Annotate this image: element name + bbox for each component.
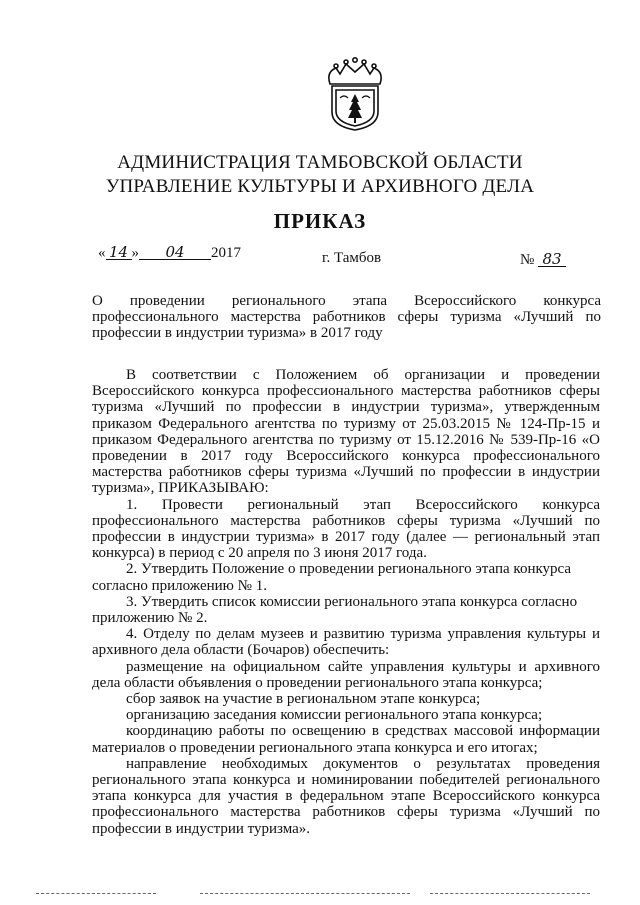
city-label: г. Тамбов [322,250,382,266]
order-body: В соответствии с Положением об организации и проведении Всероссийского конкурса профессионального мастерства работников сферы туризма «Лучший по профессии в индустрии туризма», утвержденным приказом Федерального агентства по туризму от 25.03.2015 № 124-Пр-15 и приказом Федерального агентства по туризму от 15.12.2016 № 539-Пр-16 «О проведении в 2017 году Всероссийского конкурса профессионального мастерства работников сферы туризма «Лучший по профессии в индустрии туризма», ПРИКАЗЫВАЮ: 1. Провести региональный этап Всероссийского конкурса профессионального мастерства работников сферы туризма «Лучший по профессии в индустрии туризма» в 2017 году (далее — региональный этап конкурса) в период с 20 апреля по 3 июня 2017 года. 2. Утвердить Положение о проведении регионального этапа конкурса согласно приложению № 1. 3. Утвердить список комиссии регионального этапа конкурса согласно приложению № 2. 4. Отделу по делам музеев и развитию туризма управления культуры и архивного дела области (Бочаров) обеспечить: размещение на официальном сайте управления культуры и архивного дела области объявления о проведении регионального этапа конкурса; сбор заявок на участие в региональном этапе конкурса; организацию заседания комиссии регионального этапа конкурса; координацию работы по освещению в средствах массовой информации материалов о проведении регионального этапа конкурса и его итогах; направление необходимых документов о результатах проведения регионального этапа конкурса и номинировании победителей регионального этапа конкурса для участия в федеральном этапе Всероссийского конкурса профессионального мастерства работников сферы туризма «Лучший по профессии в индустрии туризма». [92,367,600,837]
org-name-administration: АДМИНИСТРАЦИЯ ТАМБОВСКОЙ ОБЛАСТИ [117,152,523,173]
date-year: 2017 [211,245,241,261]
date-field: « 14 » 04 2017 [98,243,241,261]
scan-artifact-line [430,893,590,895]
org-name-department: УПРАВЛЕНИЕ КУЛЬТУРЫ И АРХИВНОГО ДЕЛА [105,176,535,197]
order-number-value: 83 [538,252,566,267]
scan-artifact-line [200,893,410,895]
coat-of-arms-emblem [322,54,388,132]
date-day: 14 [106,245,132,260]
order-number: № 83 [520,252,566,269]
scan-artifact-line [36,893,156,895]
document-title: ПРИКАЗ [273,209,367,233]
date-month: 04 [139,245,211,260]
order-subject: О проведении регионального этапа Всероссийского конкурса профессионального мастерства работников сферы туризма «Лучший по профессии в индустрии туризма» в 2017 году [92,293,601,342]
